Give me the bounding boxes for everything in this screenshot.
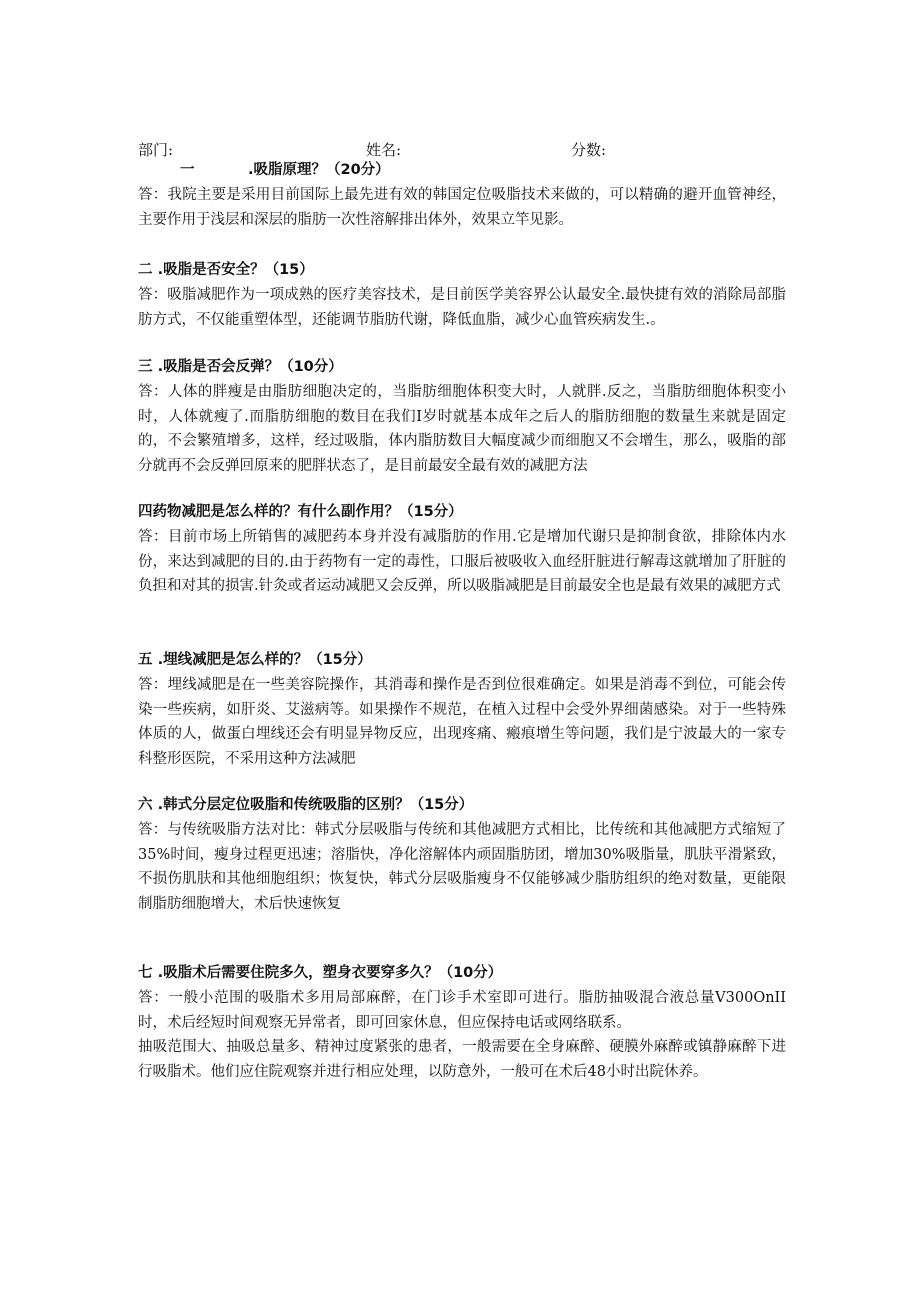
answer-text — [138, 380, 786, 478]
question-number: 一 — [180, 162, 195, 178]
question-section-4 — [138, 502, 786, 599]
question-heading — [138, 260, 786, 283]
answer-text — [138, 673, 786, 771]
question-section-7 — [138, 963, 786, 1084]
question-number: 四 — [138, 504, 153, 520]
name-label: 姓名: — [366, 141, 402, 159]
question-heading — [138, 650, 786, 673]
answer-text — [138, 283, 786, 332]
answer-text — [138, 525, 786, 599]
question-text: .韩式分层定位吸脂和传统吸脂的区别？（15分） — [157, 797, 474, 813]
answer-text — [138, 818, 786, 916]
question-text: .吸脂是否会反弹？（10分） — [157, 359, 343, 375]
answer-text — [138, 986, 786, 1084]
question-heading — [138, 963, 786, 986]
question-number: 二 — [138, 262, 153, 278]
answer-paragraph: 答：目前市场上所销售的减肥药本身并没有减脂肪的作用.它是增加代谢只是抑制食欲，排除体内水份，来达到减肥的目的.由于药物有一定的毒性，口服后被吸收入血经肝脏进行解毒这就增加了肝脏的负担和对其的损害.针灸或者运动减肥又会反弹，所以吸脂减肥是目前最安全也是最有效果的减肥方式 — [138, 529, 786, 595]
question-text: 药物减肥是怎么样的？有什么副作用？（15分） — [152, 504, 463, 520]
question-section-2 — [138, 260, 786, 332]
score-label: 分数: — [571, 141, 607, 159]
answer-paragraph: 答：一般小范围的吸脂术多用局部麻醉，在门诊手术室即可进行。脂肪抽吸混合液总量V300OnII时，术后经短时间观察无异常者，即可回家休息，但应保持电话或网络联系。 — [138, 990, 786, 1031]
question-heading — [138, 502, 786, 525]
question-text: .吸脂原理？（20分） — [248, 162, 390, 178]
question-text: .吸脂术后需要住院多久，塑身衣要穿多久？（10分） — [157, 965, 503, 981]
question-section-6 — [138, 795, 786, 916]
question-number: 五 — [138, 652, 153, 668]
answer-paragraph: 答：人体的胖瘦是由脂肪细胞决定的，当脂肪细胞体积变大时，人就胖.反之，当脂肪细胞体积变小时，人体就瘦了.而脂肪细胞的数目在我们I岁时就基本成年之后人的脂肪细胞的数量生来就是固定的，不会繁殖增多，这样，经过吸脂，体内脂肪数目大幅度减少而细胞又不会增生，那么，吸脂的部分就再不会反弹回原来的肥胖状态了，是目前最安全最有效的减肥方法 — [138, 384, 786, 474]
answer-paragraph: 抽吸范围大、抽吸总量多、精神过度紧张的患者，一般需要在全身麻醉、硬膜外麻醉或镇静麻醉下进行吸脂术。他们应住院观察并进行相应处理，以防意外，一般可在术后48小时出院休养。 — [138, 1039, 786, 1080]
question-heading — [138, 795, 786, 818]
question-section-3 — [138, 357, 786, 478]
question-section-1 — [138, 160, 786, 232]
question-heading — [138, 357, 786, 380]
question-text: .吸脂是否安全？（15） — [157, 262, 314, 278]
question-number: 六 — [138, 797, 153, 813]
answer-paragraph: 答：我院主要是采用目前国际上最先进有效的韩国定位吸脂技术来做的，可以精确的避开血管神经，主要作用于浅层和深层的脂肪一次性溶解排出体外，效果立竿见影。 — [138, 187, 786, 228]
form-header — [138, 139, 778, 161]
question-heading — [138, 160, 786, 183]
answer-paragraph: 答：埋线减肥是在一些美容院操作，其消毒和操作是否到位很难确定。如果是消毒不到位，可能会传染一些疾病，如肝炎、艾滋病等。如果操作不规范，在植入过程中会受外界细菌感染。对于一些特殊体质的人，做蛋白埋线还会有明显异物反应，出现疼痛、瘢痕增生等问题，我们是宁波最大的一家专科整形医院，不采用这种方法减肥 — [138, 677, 786, 767]
answer-paragraph: 答：吸脂减肥作为一项成熟的医疗美容技术，是目前医学美容界公认最安全.最快捷有效的消除局部脂肪方式，不仅能重塑体型，还能调节脂肪代谢，降低血脂，减少心血管疾病发生.。 — [138, 287, 786, 328]
question-section-5 — [138, 650, 786, 771]
answer-text — [138, 183, 786, 232]
question-number: 七 — [138, 965, 153, 981]
answer-paragraph: 答：与传统吸脂方法对比：韩式分层吸脂与传统和其他减肥方式相比，比传统和其他减肥方式缩短了35%时间，瘦身过程更迅速；溶脂快，净化溶解体内顽固脂肪团，增加30%吸脂量，肌肤平滑紧致，不损伤肌肤和其他细胞组织；恢复快，韩式分层吸脂瘦身不仅能够减少脂肪组织的绝对数量，更能限制脂肪细胞增大，术后快速恢复 — [138, 822, 786, 912]
question-text: .埋线减肥是怎么样的？（15分） — [157, 652, 372, 668]
question-number: 三 — [138, 359, 153, 375]
department-label: 部门: — [138, 141, 174, 159]
